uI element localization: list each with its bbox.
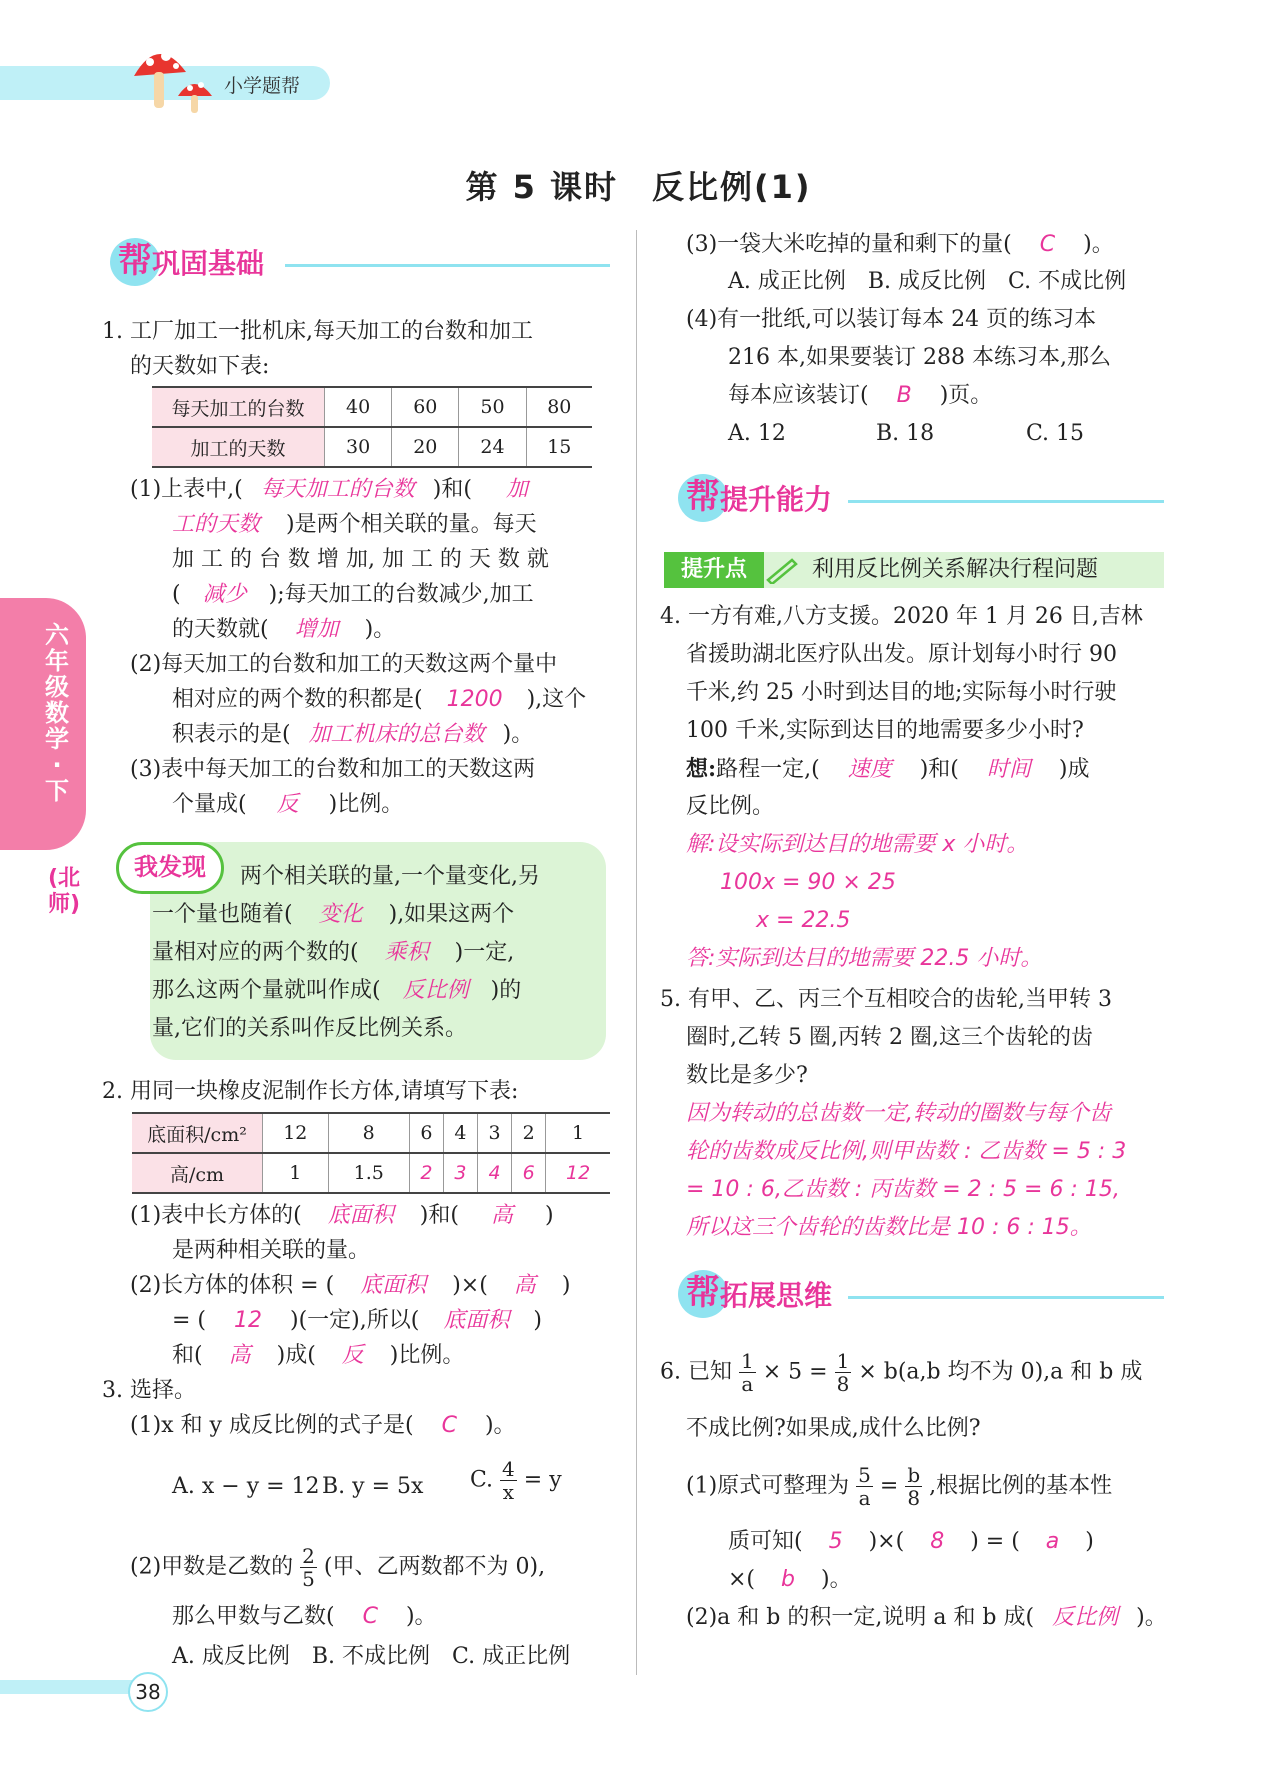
table-cell: 12 — [263, 1113, 329, 1153]
table-cell: 60 — [392, 387, 459, 427]
q3-p1-optB: B. y = 5x — [322, 1474, 424, 1499]
q6-p1-line2: 质可知( 5 )×( 8 ) = ( a ) — [728, 1529, 1094, 1554]
page-title: 第 5 课时 反比例(1) — [465, 168, 812, 206]
section-bang-icon: 帮 — [110, 238, 160, 286]
q5-answer-4: 所以这三个齿轮的齿数比是 10 : 6 : 15。 — [686, 1215, 1092, 1240]
table-cell: 50 — [459, 387, 526, 427]
q3-p2-line1: (2)甲数是乙数的 $\frac{2}{5}$ (甲、乙两数都不为 0), — [130, 1544, 546, 1591]
q1-p3-line1: (3)表中每天加工的台数和加工的天数这两 — [130, 757, 536, 782]
tisheng-badge: 提升点 — [664, 552, 764, 588]
table-header: 底面积/cm² — [132, 1113, 263, 1153]
q4-solution-2: 100x = 90 × 25 — [720, 870, 896, 895]
q1-p3-line2: 个量成( 反 )比例。 — [172, 792, 404, 817]
section-label: 提升能力 — [720, 483, 833, 516]
table-cell: 6 — [409, 1113, 443, 1153]
section-label: 巩固基础 — [152, 247, 265, 280]
section-improve — [678, 474, 1164, 522]
q1-p2-line2: 相对应的两个数的积都是( 1200 ),这个 — [172, 687, 587, 712]
q6-p2-line1: (2)a 和 b 的积一定,说明 a 和 b 成( 反比例 )。 — [686, 1605, 1167, 1630]
q1-p1-line4: ( 减少 );每天加工的台数减少,加工 — [172, 582, 534, 607]
q1-stem-1: 1. 工厂加工一批机床,每天加工的台数和加工 — [102, 319, 533, 344]
q1-p2-line3: 积表示的是( 加工机床的总台数 )。 — [172, 722, 534, 747]
table-cell: 1 — [263, 1153, 329, 1193]
q4-line3: 千米,约 25 小时到达目的地;实际每小时行驶 — [686, 680, 1117, 705]
q3-p1-optA: A. x − y = 12 — [172, 1474, 320, 1499]
mushroom-icon — [128, 40, 224, 116]
section-basic — [110, 238, 610, 286]
q1-p1-line3: 加 工 的 台 数 增 加, 加 工 的 天 数 就 — [172, 547, 549, 572]
q2-table — [132, 1112, 610, 1194]
table-cell: 24 — [459, 427, 526, 467]
table-cell: 2 — [512, 1113, 546, 1153]
q5-answer-2: 轮的齿数成反比例,则甲齿数 : 乙齿数 = 5 : 3 — [686, 1139, 1127, 1164]
q3-p3-options: A. 成正比例 B. 成反比例 C. 不成比例 — [728, 269, 1127, 294]
q2-p2-line3: 和( 高 )成( 反 )比例。 — [172, 1343, 465, 1368]
table-cell: 40 — [325, 387, 392, 427]
q4-solution-1: 解:设实际到达目的地需要 x 小时。 — [686, 832, 1029, 857]
q3-p4-optC: C. 15 — [1026, 421, 1085, 446]
q3-p4-line1: (4)有一批纸,可以装订每本 24 页的练习本 — [686, 307, 1097, 332]
q4-line4: 100 千米,实际到达目的地需要多少小时? — [686, 718, 1084, 743]
table-cell: 8 — [328, 1113, 409, 1153]
table-cell: 3 — [478, 1113, 512, 1153]
q3-p3-line1: (3)一袋大米吃掉的量和剩下的量( C )。 — [686, 232, 1114, 257]
q6-p1-line1: (1)原式可整理为 $\frac{5}{a}$ = $\frac{b}{8}$ ,根据比例的基本性 — [686, 1463, 1113, 1510]
q1-table — [152, 386, 592, 468]
q6-p1-line3: ×( b )。 — [728, 1567, 852, 1592]
table-header: 每天加工的台数 — [152, 387, 325, 427]
discover-line1: 两个相关联的量,一个量变化,另 — [240, 864, 540, 889]
discover-badge: 我发现 — [116, 842, 224, 894]
table-header: 加工的天数 — [152, 427, 325, 467]
page-number: 38 — [128, 1672, 168, 1712]
q5-line1: 5. 有甲、乙、丙三个互相咬合的齿轮,当甲转 3 — [660, 987, 1112, 1012]
side-tab-edition: (北师) — [48, 866, 81, 917]
q3-p4-optB: B. 18 — [876, 421, 935, 446]
q5-answer-3: = 10 : 6,乙齿数 : 丙齿数 = 2 : 5 = 6 : 15, — [686, 1177, 1120, 1202]
q4-line2: 省援助湖北医疗队出发。原计划每小时行 90 — [686, 642, 1117, 667]
table-cell: 80 — [526, 387, 592, 427]
q6-line2: 不成比例?如果成,成什么比例? — [686, 1416, 981, 1441]
q4-line1: 4. 一方有难,八方支援。2020 年 1 月 26 日,吉林 — [660, 604, 1143, 629]
table-cell-answer: 12 — [546, 1153, 610, 1193]
q2-p1-line2: 是两种相关联的量。 — [172, 1238, 371, 1263]
q1-p2-line1: (2)每天加工的台数和加工的天数这两个量中 — [130, 652, 558, 677]
section-bang-icon: 帮 — [678, 1270, 728, 1318]
q3-stem: 3. 选择。 — [102, 1378, 196, 1403]
brand-name: 小学题帮 — [224, 75, 301, 97]
q3-p4-line3: 每本应该装订( B )页。 — [728, 383, 993, 408]
q1-stem-2: 的天数如下表: — [130, 354, 270, 379]
discover-line2: 一个量也随着( 变化 ),如果这两个 — [152, 902, 515, 927]
q5-line3: 数比是多少? — [686, 1063, 808, 1088]
tisheng-text: 利用反比例关系解决行程问题 — [812, 557, 1099, 582]
table-cell-answer: 2 — [409, 1153, 443, 1193]
q1-p1-line2: 工的天数 )是两个相关联的量。每天 — [172, 512, 537, 537]
q3-p1-optC: C. $\frac{4}{x}$ = y — [470, 1457, 562, 1504]
q3-p2-line2: 那么甲数与乙数( C )。 — [172, 1604, 437, 1629]
table-cell: 30 — [325, 427, 392, 467]
q5-line2: 圈时,乙转 5 圈,丙转 2 圈,这三个齿轮的齿 — [686, 1025, 1093, 1050]
q4-solution-3: x = 22.5 — [756, 908, 851, 933]
q2-stem: 2. 用同一块橡皮泥制作长方体,请填写下表: — [102, 1079, 519, 1104]
table-cell-answer: 4 — [478, 1153, 512, 1193]
q3-p4-line2: 216 本,如果要装订 288 本练习本,那么 — [728, 345, 1111, 370]
table-cell: 1.5 — [328, 1153, 409, 1193]
discover-line5: 量,它们的关系叫作反比例关系。 — [152, 1016, 467, 1041]
section-label: 拓展思维 — [720, 1279, 833, 1312]
q6-line1: 6. 已知 $\frac{1}{a}$ × 5 = $\frac{1}{8}$ × b(a,b 均不为 0),a 和 b 成 — [660, 1349, 1143, 1396]
q4-think-line1: 想:路程一定,( 速度 )和( 时间 )成 — [686, 756, 1090, 782]
table-cell: 1 — [546, 1113, 610, 1153]
column-divider — [636, 230, 637, 1675]
table-cell: 4 — [443, 1113, 477, 1153]
table-cell: 20 — [392, 427, 459, 467]
q1-p1-line5: 的天数就( 增加 )。 — [172, 617, 396, 642]
q4-solution-4: 答:实际到达目的地需要 22.5 小时。 — [686, 946, 1043, 971]
q2-p2-line2: = ( 12 )(一定),所以( 底面积 ) — [172, 1308, 542, 1333]
discover-line4: 那么这两个量就叫作成( 反比例 )的 — [152, 978, 522, 1003]
discover-line3: 量相对应的两个数的( 乘积 )一定, — [152, 940, 515, 965]
section-extend — [678, 1270, 1164, 1318]
q2-p2-line1: (2)长方体的体积 = ( 底面积 )×( 高 ) — [130, 1273, 571, 1298]
side-tab-grade: 六年级数学·下 — [45, 621, 69, 805]
q3-p4-optA: A. 12 — [728, 421, 786, 446]
section-bang-icon: 帮 — [678, 474, 728, 522]
q3-p1-line1: (1)x 和 y 成反比例的式子是( C )。 — [130, 1413, 516, 1438]
pencil-icon — [764, 556, 800, 584]
q1-p1-line1: (1)上表中,( 每天加工的台数 )和( 加 — [130, 477, 528, 502]
q2-p1-line1: (1)表中长方体的( 底面积 )和( 高 ) — [130, 1203, 554, 1228]
table-cell: 15 — [526, 427, 592, 467]
q5-answer-1: 因为转动的总齿数一定,转动的圈数与每个齿 — [686, 1101, 1111, 1126]
table-cell-answer: 6 — [512, 1153, 546, 1193]
q4-think-line2: 反比例。 — [686, 794, 775, 819]
table-cell-answer: 3 — [443, 1153, 477, 1193]
table-header: 高/cm — [132, 1153, 263, 1193]
q3-p2-options: A. 成反比例 B. 不成比例 C. 成正比例 — [172, 1644, 571, 1669]
